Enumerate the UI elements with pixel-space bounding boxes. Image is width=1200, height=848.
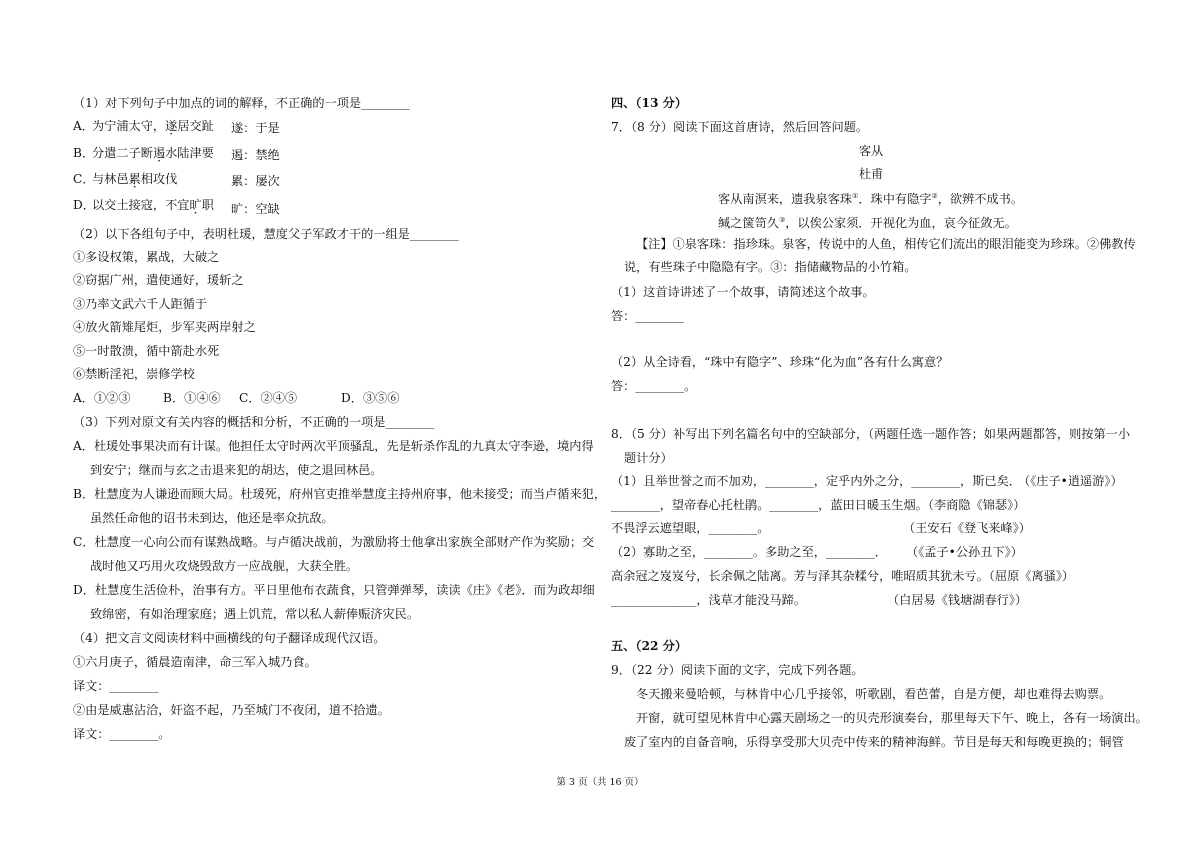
q4-sentence-2: ②由是威惠沾洽，奸盗不起，乃至城门不夜闭，道不拾遗。 [73, 703, 390, 717]
passage-line: 冬天搬来曼哈顿，与林肯中心几乎接邻，听歌剧，看芭蕾，自是方便，却也难得去购票。 [636, 687, 1112, 701]
dotted-word: 遂 [165, 119, 178, 133]
q8-row-4: （2）寡助之至，________。多助之至，________． [611, 545, 887, 559]
q3-title: （3）下列对原文有关内容的概括和分析，不正确的一项是________ [73, 415, 435, 429]
q3-line: 战时他又巧用火攻烧毁敌方一应战舰，大获全胜。 [90, 559, 359, 573]
q3-line: 虽然任命他的诏书未到达，他还是率众抗敌。 [90, 511, 334, 525]
passage-line: 废了室内的自备音响，乐得享受那大贝壳中传来的精神海鲜。节目是每天和每晚更换的；铜管 [624, 735, 1124, 749]
footnote-marker: ③ [778, 216, 786, 224]
dotted-word: 旷 [189, 198, 202, 212]
q7-sub-2: （2）从全诗看，“珠中有隐字”、珍珠“化为血”各有什么寓意？ [611, 355, 949, 369]
q7-answer-2: 答：________。 [611, 379, 697, 393]
passage-line: 开窗，就可望见林肯中心露天剧场之一的贝壳形演奏台，那里每天下午、晚上，各有一场演出。 [636, 711, 1148, 725]
q8-row-3-source: （王安石《登飞来峰》） [903, 521, 1031, 535]
q3-line: D．杜慧度生活俭朴，治事有方。平日里他布衣蔬食，只管弹弹琴，读读《庄》《老》．而为政却细 [73, 583, 595, 597]
q4-answer-2: 译文：________。 [73, 727, 171, 741]
q4-title: （4）把文言文阅读材料中画横线的句子翻译成现代汉语。 [73, 631, 386, 645]
poem-line-1: 客从南溟来，遗我泉客珠①．珠中有隐字②，欲辨不成书。 [718, 192, 1024, 207]
option-sentence: 分遣二子断遏水陆津要 [92, 146, 214, 160]
option-sentence: 与林邑累相攻伐 [92, 172, 178, 186]
q9-intro: 9．（22 分）阅读下面的文字，完成下列各题。 [611, 663, 864, 677]
q1-title: （1）对下列句子中加点的词的解释，不正确的一项是________ [73, 96, 410, 110]
section-heading-5: 五、（22 分） [611, 639, 688, 653]
footnote-marker: ① [852, 192, 859, 200]
option-gloss: 遏：禁绝 [231, 148, 280, 162]
q3-line: 致绵密，有如治理家庭；遇上饥荒，常以私人薪俸赈济灾民。 [90, 607, 420, 621]
q3-line: C．杜慧度一心向公而有谋熟战略。与卢循决战前，为激励将士他拿出家族全部财产作为奖励；交 [73, 535, 595, 549]
option-label: A． [73, 119, 94, 133]
option-sentence: 以交土接寇，不宜旷职 [92, 198, 214, 212]
option-sentence: 为宁浦太守，遂居交趾 [92, 119, 214, 133]
q2-choice-c: C．②④⑤ [239, 391, 298, 405]
q2-choice-a: A．①②③ [73, 391, 131, 405]
q2-choice-b: B．①④⑥ [163, 391, 221, 405]
q3-line: A．杜瑗处事果决而有计谋。他担任太守时两次平顶骚乱，先是斩杀作乱的九真太守李逊，境内得 [73, 439, 594, 453]
option-label: C． [73, 172, 95, 186]
list-item: ④放火箭雉尾炬，步军夹两岸射之 [73, 320, 256, 334]
option-label: B． [73, 146, 95, 160]
list-item: ⑥禁断淫祀，崇修学校 [73, 367, 195, 381]
poem-title: 客从 [858, 144, 884, 158]
option-gloss: 遂：于是 [231, 121, 280, 135]
q8-line-1: 8．（5 分）补写出下列名篇名句中的空缺部分，（两题任选一题作答；如果两题都答，则按第一小 [611, 427, 1131, 441]
q2-title: （2）以下各组句子中，表明杜瑗，慧度父子军政才干的一组是________ [73, 227, 459, 241]
page-footer: 第 3 页（共 16 页） [556, 777, 644, 788]
q4-answer-1: 译文：________ [73, 679, 159, 693]
q7-intro: 7．（8 分）阅读下面这首唐诗，然后回答问题。 [611, 120, 869, 134]
q4-sentence-1: ①六月庚子，循晨造南津，命三军入城乃食。 [73, 655, 317, 669]
q7-answer-1: 答：________ [611, 309, 685, 323]
poem-author: 杜甫 [858, 167, 884, 181]
option-gloss: 累：屡次 [231, 174, 280, 188]
q8-row-1: （1）且举世誉之而不加劝，________，定乎内外之分，________，斯已矣． [611, 474, 1021, 488]
q8-row-3: 不畏浮云遮望眼，________。 [611, 521, 770, 535]
poem-note-2: 说，有些珠子中隐隐有字。③：指储藏物品的小竹箱。 [624, 260, 917, 274]
list-item: ⑤一时散溃，循中箭赴水死 [73, 344, 220, 358]
list-item: ②窃据广州，遣使通好，瑗斩之 [73, 273, 244, 287]
q7-sub-1: （1）这首诗讲述了一个故事，请简述这个故事。 [611, 285, 875, 299]
q8-row-6: ______________，浅草才能没马蹄。 [611, 593, 806, 607]
option-label: D． [73, 198, 95, 212]
q8-row-6-source: （白居易《钱塘湖春行》） [887, 593, 1028, 607]
option-gloss: 旷：空缺 [231, 202, 280, 216]
poem-line-2: 缄之箧笥久③，以俟公家须．开视化为血，哀今征敛无。 [718, 216, 1017, 231]
dotted-word: 累 [128, 172, 141, 186]
section-heading-4: 四、（13 分） [611, 96, 688, 110]
q8-row-1-source: （《庄子•逍遥游》） [1018, 474, 1123, 488]
q3-line: B．杜慧度为人谦逊而顾大局。杜瑗死，府州官吏推举慧度主持州府事，他未接受；而当卢循来犯， [73, 487, 607, 501]
q3-line: 到安宁；继而与玄之击退来犯的胡达，使之退回林邑。 [90, 463, 383, 477]
q2-choice-d: D．③⑤⑥ [341, 391, 400, 405]
q8-row-2: ________，望帝春心托杜鹃。________，蓝田日暖玉生烟。（李商隐《锦瑟》） [611, 498, 1026, 512]
list-item: ③乃率文武六千人距循于 [73, 297, 208, 311]
list-item: ①多设权策，累战，大破之 [73, 250, 220, 264]
dotted-word: 遏 [152, 146, 166, 160]
poem-note-1: 【注】①泉客珠：指珍珠。泉客，传说中的人鱼，相传它们流出的眼泪能变为珍珠。②佛教传 [636, 237, 1136, 251]
q8-row-5: 高余冠之岌岌兮，长余佩之陆离。芳与泽其杂糅兮，唯昭质其犹未亏。（屈原《离骚》） [611, 569, 1075, 583]
q8-line-2: 题计分） [624, 451, 673, 465]
footnote-marker: ② [931, 192, 938, 200]
q8-row-4-source: （《孟子•公孙丑下》） [906, 545, 1023, 559]
